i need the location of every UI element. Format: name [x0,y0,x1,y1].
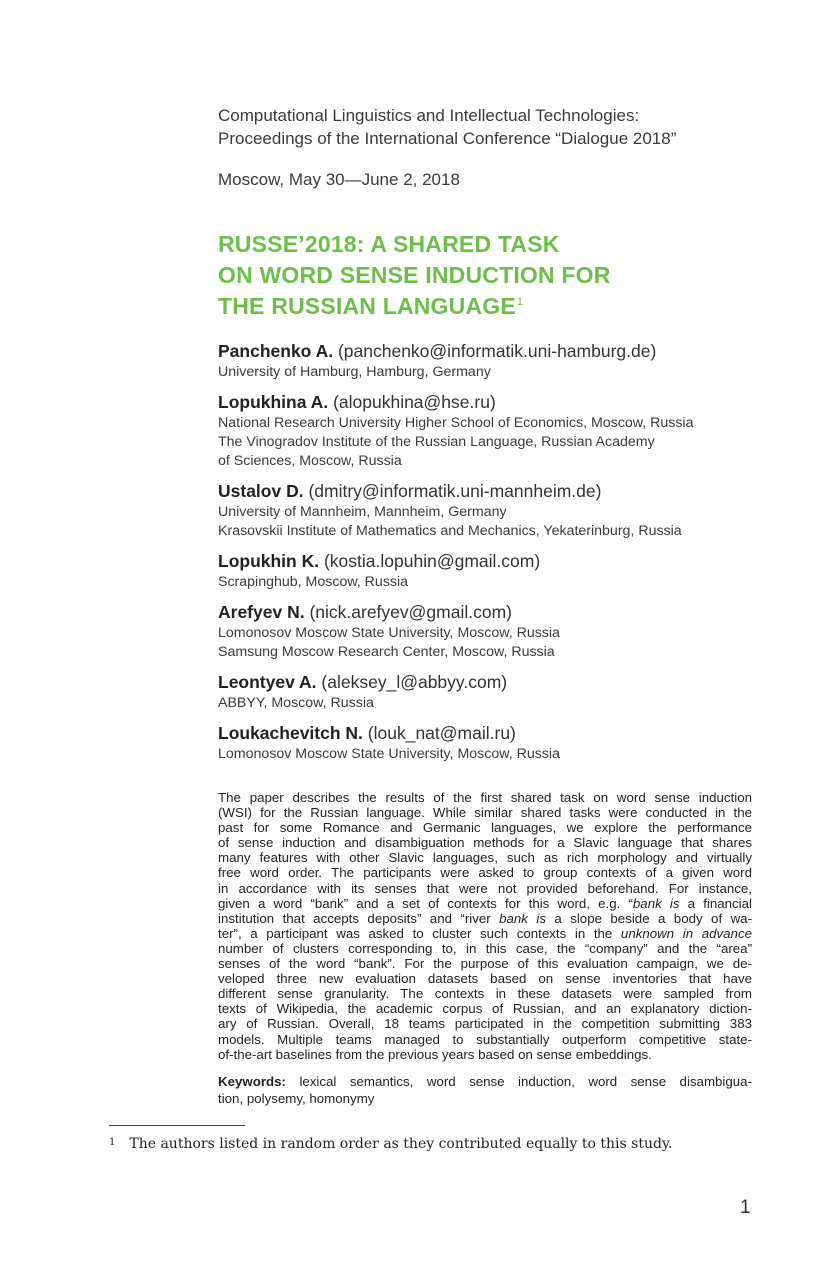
author-affiliation: Scrapinghub, Moscow, Russia [218,574,409,590]
author-name: Arefyev N. [218,602,305,622]
author-email[interactable]: (kostia.lopuhin@gmail.com) [323,551,541,571]
page-number: 1 [740,1197,751,1218]
footnote [109,1134,672,1154]
footnote-mark: 1 [109,1137,116,1148]
abstract-line: of sense induction and disambiguation methods for a Slavic language that shares [218,835,752,851]
conference-name-line1: Computational Linguistics and Intellectual Technologies: [218,106,640,125]
author-name-line [218,479,778,503]
abstract-line: in accordance with its senses that were not provided beforehand. For instance, [218,880,752,896]
abstract-line: texts of Wikipedia, the academic corpus of Russian, and an explanatory diction- [218,1001,752,1017]
author-block [218,339,778,382]
abstract-line: number of clusters corresponding to, in this case, the “company” and the “area” [218,940,752,956]
footnote-text: The authors listed in random order as they contributed equally to this study. [129,1136,673,1152]
author-name: Lopukhina A. [218,392,329,412]
abstract-line: (WSI) for the Russian language. While similar shared tasks were conducted in the [218,805,752,821]
author-affiliation: University of Hamburg, Hamburg, Germany [218,364,491,380]
author-name-line [218,549,778,573]
author-name-line [218,600,778,624]
author-list [218,339,778,772]
abstract-line: different sense granularity. The contexts in these datasets were sampled from [218,986,752,1002]
author-affiliation: Lomonosov Moscow State University, Moscow, Russia [218,625,560,641]
title-footnote-ref[interactable]: 1 [516,296,524,308]
keywords-line1: lexical semantics, word sense induction, word sense disambigua- [299,1074,752,1089]
title-line-2: ON WORD SENSE INDUCTION FOR [218,262,611,288]
author-block [218,600,778,662]
author-affiliation: University of Mannheim, Mannheim, Germany [218,504,507,520]
author-affiliation: Krasovskii Institute of Mathematics and Mechanics, Yekaterinburg, Russia [218,523,682,539]
author-block [218,549,778,592]
author-name-line [218,339,778,363]
conference-header [218,104,676,150]
author-name: Panchenko A. [218,341,334,361]
abstract-line: many features with other Slavic languages, such as rich morphology and virtually [218,850,752,866]
title-line-1: RUSSE’2018: A SHARED TASK [218,231,560,257]
paper-title [218,229,611,322]
keywords-line2: tion, polysemy, homonymy [218,1091,375,1106]
author-email[interactable]: (dmitry@informatik.uni-mannheim.de) [308,481,602,501]
author-affiliation: ABBYY, Moscow, Russia [218,695,374,711]
abstract-line: past for some Romance and Germanic languages, we explore the performance [218,820,752,836]
author-name: Leontyev A. [218,672,317,692]
author-affiliation: of Sciences, Moscow, Russia [218,453,402,469]
author-name-line [218,721,778,745]
abstract-line: ary of Russian. Overall, 18 teams participated in the competition submitting 383 [218,1016,752,1032]
abstract-line: senses of the word “bank”. For the purpose of this evaluation campaign, we de- [218,956,752,972]
abstract-line: ter”, a participant was asked to cluster such contexts in the unknown in advance [218,925,752,941]
author-affiliation: National Research University Higher School of Economics, Moscow, Russia [218,415,694,431]
author-email[interactable]: (louk_nat@mail.ru) [367,723,516,743]
author-block [218,479,778,541]
author-name: Ustalov D. [218,481,304,501]
author-block [218,670,778,713]
keywords [218,1073,752,1107]
author-email[interactable]: (alopukhina@hse.ru) [333,392,496,412]
author-email[interactable]: (nick.arefyev@gmail.com) [309,602,512,622]
abstract-line: veloped three new evaluation datasets based on sense inventories that have [218,971,752,987]
abstract-line: The paper describes the results of the first shared task on word sense induction [218,790,752,805]
abstract-line: given a word “bank” and a set of contexts for this word, e.g. “bank is a financial [218,895,752,911]
author-affiliation: The Vinogradov Institute of the Russian Language, Russian Academy [218,434,655,450]
author-affiliation: Samsung Moscow Research Center, Moscow, Russia [218,644,555,660]
abstract-line: free word order. The participants were asked to group contexts of a given word [218,865,752,881]
author-name: Loukachevitch N. [218,723,363,743]
conference-name-line2: Proceedings of the International Conference “Dialogue 2018” [218,129,677,148]
author-name: Lopukhin K. [218,551,320,571]
author-name-line [218,670,778,694]
title-line-3: THE RUSSIAN LANGUAGE [218,293,516,319]
author-name-line [218,390,778,414]
abstract-line: of-the-art baselines from the previous years based on sense embeddings. [218,1046,652,1062]
footnote-divider [109,1125,245,1126]
abstract-line: institution that accepts deposits” and “river bank is a slope beside a body of wa- [218,910,752,926]
author-affiliation: Lomonosov Moscow State University, Moscow, Russia [218,746,560,762]
author-block [218,390,778,471]
abstract-line: models. Multiple teams managed to substantially outperform competitive state- [218,1031,752,1047]
keywords-label: Keywords: [218,1074,286,1089]
conference-location-dates: Moscow, May 30—June 2, 2018 [218,170,460,189]
author-email[interactable]: (panchenko@informatik.uni-hamburg.de) [337,341,657,361]
author-block [218,721,778,764]
abstract [218,790,752,1062]
author-email[interactable]: (aleksey_l@abbyy.com) [321,672,508,692]
